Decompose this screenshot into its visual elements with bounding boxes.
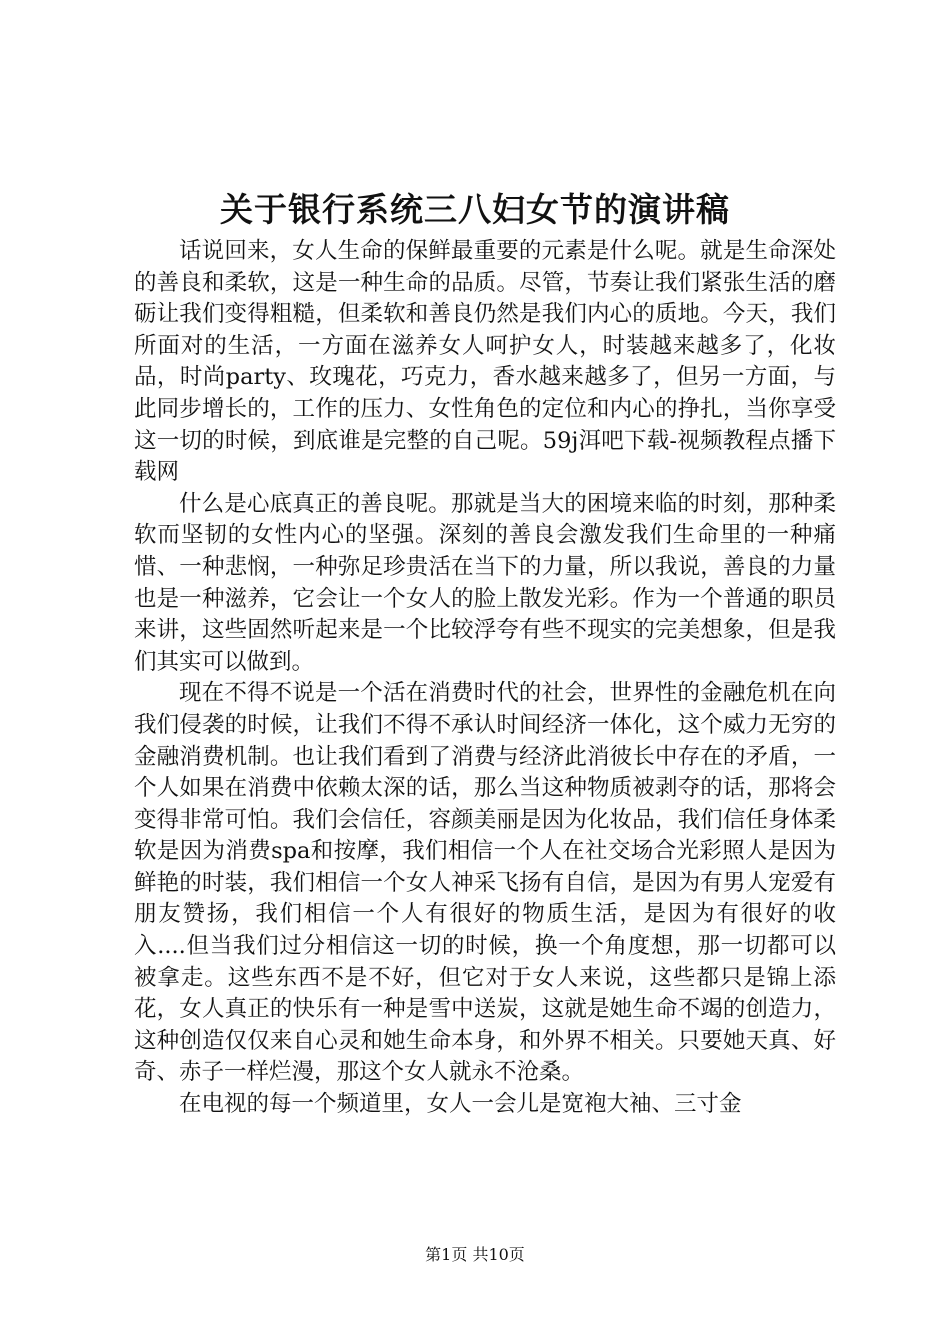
document-body: [134, 236, 836, 1121]
paragraph-2: 什么是心底真正的善良呢。那就是当大的困境来临的时刻，那种柔软而坚韧的女性内心的坚强。深刻的善良会激发我们生命里的一种痛惜、一种悲悯，一种弥足珍贵活在当下的力量，所以我说，善良的力量也是一种滋养，它会让一个女人的脸上散发光彩。作为一个普通的职员来讲，这些固然听起来是一个比较浮夸有些不现实的完美想象，但是我们其实可以做到。: [134, 490, 836, 675]
paragraph-3: 现在不得不说是一个活在消费时代的社会，世界性的金融危机在向我们侵袭的时候，让我们不得不承认时间经济一体化，这个威力无穷的金融消费机制。也让我们看到了消费与经济此消彼长中存在的矛盾，一个人如果在消费中依赖太深的话，那么当这种物质被剥夺的话，那将会变得非常可怕。我们会信任，容颜美丽是因为化妆品，我们信任身体柔软是因为消费spa和按摩，我们相信一个人在社交场合光彩照人是因为鲜艳的时装，我们相信一个女人神采飞扬有自信，是因为有男人宠爱有朋友赞扬，我们相信一个人有很好的物质生活，是因为有很好的收入....但当我们过分相信这一切的时候，换一个角度想，那一切都可以被拿走。这些东西不是不好，但它对于女人来说，这些都只是锦上添花，女人真正的快乐有一种是雪中送炭，这就是她生命不竭的创造力，这种创造仅仅来自心灵和她生命本身，和外界不相关。只要她天真、好奇、赤子一样烂漫，那这个女人就永不沧桑。: [134, 680, 836, 1086]
paragraph-1: 话说回来，女人生命的保鲜最重要的元素是什么呢。就是生命深处的善良和柔软，这是一种生命的品质。尽管，节奏让我们紧张生活的磨砺让我们变得粗糙，但柔软和善良仍然是我们内心的质地。今天，我们所面对的生活，一方面在滋养女人呵护女人，时装越来越多了，化妆品，时尚party、玫瑰花，巧克力，香水越来越多了，但另一方面，与此同步增长的，工作的压力、女性角色的定位和内心的挣扎，当你享受这一切的时候，到底谁是完整的自己呢。59j洱吧下载-视频教程点播下载网: [134, 238, 836, 486]
page-number: 第1页 共10页: [425, 1245, 525, 1264]
document-title: 关于银行系统三八妇女节的演讲稿: [220, 190, 730, 229]
paragraph-4: 在电视的每一个频道里，女人一会儿是宽袍大袖、三寸金: [179, 1091, 742, 1118]
